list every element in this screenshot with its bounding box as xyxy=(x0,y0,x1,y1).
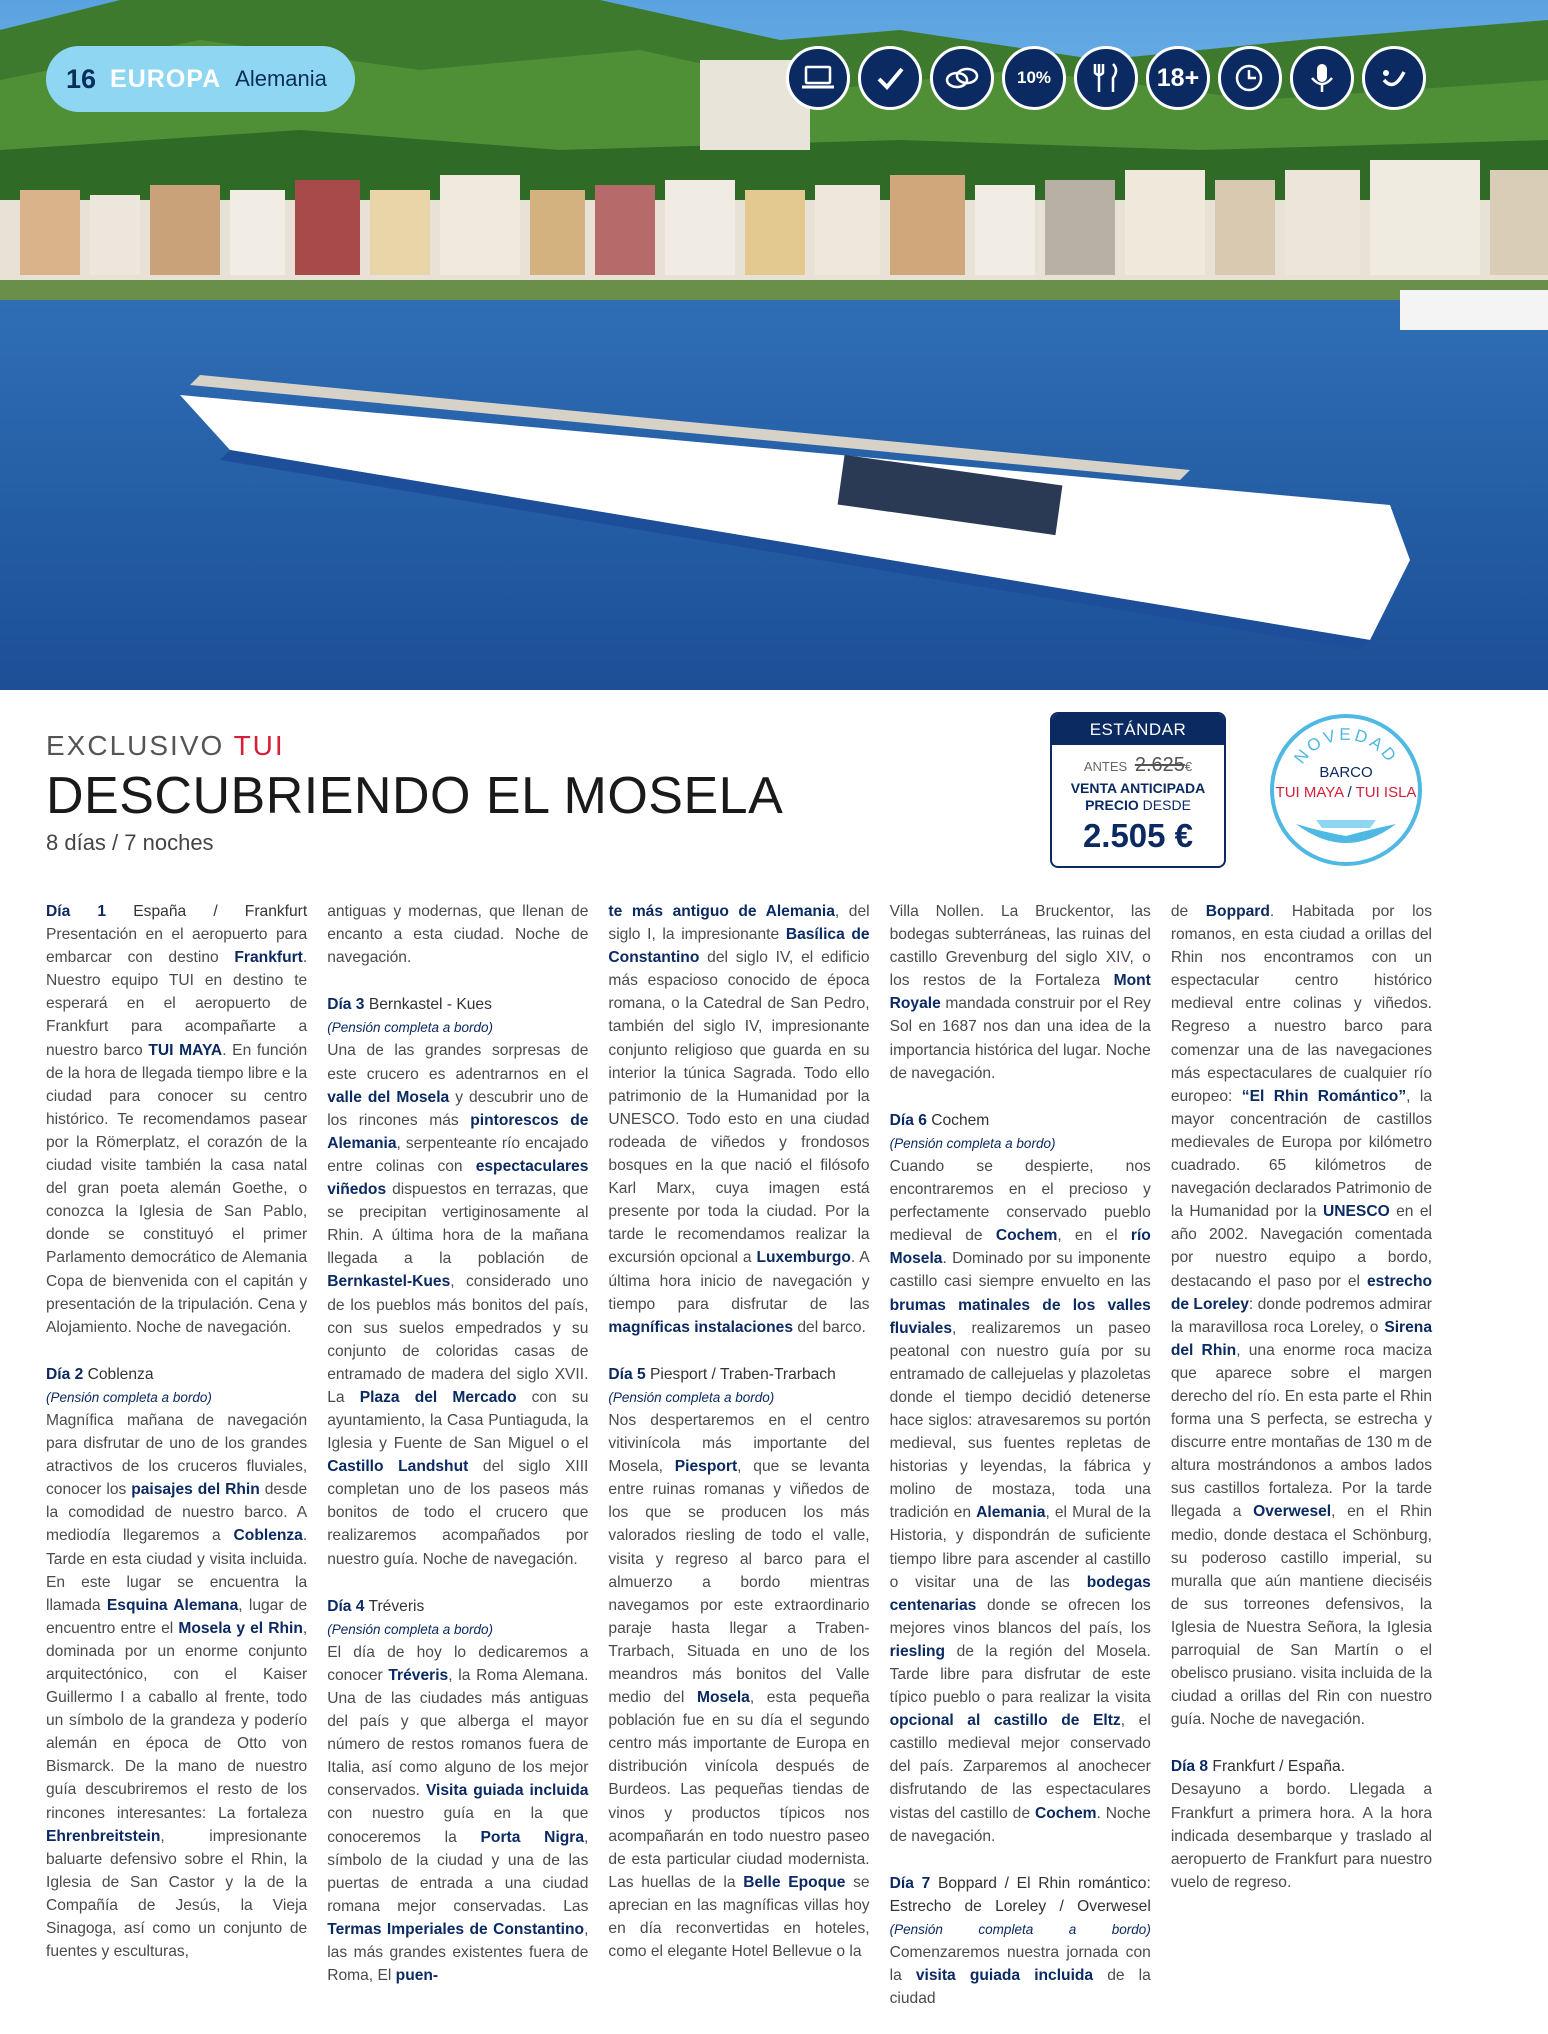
day-4-heading: Día 4 Tréveris xyxy=(327,1597,425,1615)
day-6-heading: Día 6 Cochem xyxy=(889,1111,990,1129)
trip-header xyxy=(46,730,783,856)
day-2-heading: Día 2 Coblenza xyxy=(46,1365,154,1383)
eyebrow-brand: TUI xyxy=(233,730,285,761)
old-price: 2.625 xyxy=(1134,754,1185,776)
venta-line1: VENTA ANTICIPADA xyxy=(1070,780,1206,796)
day-3-board: (Pensión completa a bordo) xyxy=(327,1020,494,1036)
day-4: Día 4 Tréveris (Pensión completa a bordo) El día de hoy lo dedicaremos a conocer Tréveris, la Roma Alemana. Una de las ciudades más antiguas del país y que alberga el mayor número de restos romanos fuera de Italia, así como alguno de los mejor conservados. Visita guiada incluida con nuestro guía en la que conoceremos la Porta Nigra, símbolo de la ciudad y una de las puertas de entrada a una ciudad romana mejor conservadas. Las Termas Imperiales de Constantino, las más grandes existentes fuera de Roma, El puen- xyxy=(327,1597,589,1985)
itinerary-column-1 xyxy=(46,900,307,2034)
day-7-continued: de Boppard. Habitada por los romanos, en esta ciudad a orillas del Rhin nos encontramos con un espectacular centro histórico medieval entre colinas y viñedos. Regreso a nuestro barco para comenzar una de las navegaciones más espectaculares de cualquier río europeo: “El Rhin Romántico”, la mayor concentración de castillos medievales de Europa por kilómetro cuadrado. 65 kilómetros de navegación declarados Patrimonio de la Humanidad por la UNESCO en el año 2002. Navegación comentada por nuestro equipo a bordo, destacando el paso por el estrecho de Loreley: donde podremos admirar la maravillosa roca Loreley, o Sirena del Rhin, una enorme roca maciza que aparece sobre el margen derecho del río. En esta parte el Rhin forma una S perfecta, se estrecha y discurre entre montañas de 130 m de altura mostrándonos a ambos lados sus castillos fortaleza. Por la tarde llegada a Overwesel, en el Rhin medio, donde destaca el Schönburg, su poderoso castillo imperial, su muralla que aún mantiene dieciséis de sus torreones defensivos, la Iglesia de Nuestra Señora, la Iglesia parroquial de San Martín o el obelisco prusiano. visita incluida de la ciudad a orillas del Rin con nuestro guía. Noche de navegación. xyxy=(1170,903,1433,1729)
day-2-board: (Pensión completa a bordo) xyxy=(46,1389,212,1405)
badge-ship2: TUI ISLA xyxy=(1355,784,1417,801)
eyebrow xyxy=(46,730,783,762)
country-label: Alemania xyxy=(235,66,327,91)
novedad-badge xyxy=(1268,712,1424,868)
price-category: ESTÁNDAR xyxy=(1052,714,1224,745)
badge-arc-text: NOVEDAD xyxy=(1290,724,1402,768)
day-5: Día 5 Piesport / Traben-Trarbach (Pensión completa a bordo) Nos despertaremos en el centro vitivinícola más importante del Mosela, Piesport, que se levanta entre ruinas romanas y viñedos de los que se producen los más valorados riesling de todo el valle, visita y regreso al barco para el almuerzo a bordo mientras navegamos por este extraordinario paraje hasta llegar a Traben-Trarbach, Situada en uno de los meandros más bonitos del Valle medio del Mosela, esta pequeña población fue en su día el segundo centro más importante de Europa en distribución vinícola después de Burdeos. Las pequeñas tiendas de vinos y productos típicos nos acompañarán en todo nuestro paseo de esta particular ciudad modernista. Las huellas de la Belle Epoque se aprecian en las magníficas villas hoy en día reconvertidas en hoteles, como el elegante Hotel Bellevue o la xyxy=(608,1365,870,1961)
page-section-pill xyxy=(46,46,355,112)
adults-18-plus-icon xyxy=(1146,46,1210,110)
badge-barco: BARCO xyxy=(1319,764,1373,781)
feature-icons-row xyxy=(786,46,1426,110)
itinerary-column-3 xyxy=(608,900,869,2034)
badge-separator: / xyxy=(1343,784,1356,801)
day-3: Día 3 Bernkastel - Kues (Pensión completa a bordo) Una de las grandes sorpresas de este crucero es adentrarnos en el valle del Mosela y descubrir uno de los rincones más pintorescos de Alemania, serpenteante río encajado entre colinas con espectaculares viñedos dispuestos en terrazas, que se precipitan vertiginosamente al Rhin. A última hora de la mañana llegada a la población de Bernkastel-Kues, considerado uno de los pueblos más bonitos del país, con sus suelos empedrados y su conjunto de coloridas casas de entramado de madera del siglo XVII. La Plaza del Mercado con su ayuntamiento, la Casa Puntiaguda, la Iglesia y Fuente de San Miguel o el Castillo Landshut del siglo XIII completan uno de los paseos más bonitos de todo el crucero que realizaremos acompañados por nuestro guía. Noche de navegación. xyxy=(327,996,589,1568)
itinerary-column-4 xyxy=(890,900,1151,2034)
day-7: Día 7 Boppard / El Rhin romántico: Estrecho de Loreley / Overwesel (Pensión completa a bordo) Comenzaremos nuestra jornada con la visita guiada incluida de la ciudad xyxy=(889,1874,1151,2008)
eyebrow-text: EXCLUSIVO xyxy=(46,730,225,761)
badge-ship-names xyxy=(1268,784,1424,801)
discount-10-label: 10% xyxy=(1016,68,1052,87)
tui-smile-logo-icon xyxy=(1362,46,1426,110)
venta-precio: PRECIO xyxy=(1085,797,1139,813)
day-1: Día 1 España / Frankfurt Presentación en el aeropuerto para embarcar con destino Frankfurt. Nuestro equipo TUI en destino te esperará en el aeropuerto de Frankfurt para acompañarte a nuestro barco TUI MAYA. En función de la hora de llegada tiempo libre e la ciudad para conocer su centro histórico. Te recomendamos pasear por la Römerplatz, el corazón de la ciudad visite también la casa natal del gran poeta alemán Goethe, o conozca la Iglesia de San Pablo, donde se constituyó el primer Parlamento democrático de Alemania Copa de bienvenida con el capitán y presentación de la tripulación. Cena y Alojamiento. Noche de navegación. xyxy=(46,903,308,1336)
antes-label: ANTES xyxy=(1083,759,1128,774)
clock-euro-icon xyxy=(1218,46,1282,110)
day-6: Día 6 Cochem (Pensión completa a bordo) Cuando se despierte, nos encontraremos en el precioso y perfectamente conservado pueblo medieval de Cochem, en el río Mosela. Dominado por su imponente castillo casi siempre envuelto en las brumas matinales de los valles fluviales, realizaremos un paseo peatonal con nuestro guía por su entramado de callejuelas y plazoletas donde el tiempo decidió detenerse hace siglos: atravesaremos su portón medieval, sus fuentes repletas de historias y leyendas, la fábrica y molino de mostaza, toda una tradición en Alemania, el Mural de la Historia, y dispondrán de suficiente tiempo libre para ascender al castillo o visitar una de las bodegas centenarias donde se ofrecen los mejores vinos blancos del país, los riesling de la región del Mosela. Tarde libre para disfrutar de este típico pueblo o para realizar la visita opcional al castillo de Eltz, el castillo medieval mejor conservado del país. Zarparemos al anochecer disfrutando de las espectaculares vistas del castillo de Cochem. Noche de navegación. xyxy=(889,1111,1151,1845)
itinerary-column-2 xyxy=(327,900,588,2034)
price-box xyxy=(1050,712,1226,868)
day-6-board: (Pensión completa a bordo) xyxy=(889,1135,1056,1151)
day-5-board: (Pensión completa a bordo) xyxy=(608,1389,775,1405)
old-price-currency: € xyxy=(1184,759,1193,774)
day-8: Día 8 Frankfurt / España. Desayuno a bordo. Llegada a Frankfurt a primera hora. A la hora indicada desembarque y traslado al aeropuerto de Frankfurt para nuestro vuelo de regreso. xyxy=(1170,1758,1433,1891)
venta-desde: DESDE xyxy=(1142,797,1191,813)
day-2: Día 2 Coblenza (Pensión completa a bordo) Magnífica mañana de navegación para disfrutar de uno de los grandes atractivos de los cruceros fluviales, conocer los paisajes del Rhin desde la comodidad de nuestro barco. A mediodía llegaremos a Coblenza. Tarde en esta ciudad y visita incluida. En este lugar se encuentra la llamada Esquina Alemana, lugar de encuentro entre el Mosela y el Rhin, dominada por un enorme conjunto arquitectónico, con el Kaiser Guillermo I a caballo al frente, todo un símbolo de la grandeza y poderío alemán en época de Otto von Bismarck. De la mano de nuestro guía descubriremos el resto de los rincones interesantes: La fortaleza Ehrenbreitstein, impresionante baluarte defensivo sobre el Rhin, la Iglesia de San Castor y la de la Compañía de Jesús, la Vieja Sinagoga, así como un conjunto de fuentes y esculturas, xyxy=(46,1365,308,1961)
day-4-board: (Pensión completa a bordo) xyxy=(327,1621,494,1637)
trip-title: DESCUBRIENDO EL MOSELA xyxy=(46,767,784,825)
microphone-icon xyxy=(1290,46,1354,110)
discount-10-icon xyxy=(1002,46,1066,110)
day-2-continued: antiguas y modernas, que llenan de encanto a esta ciudad. Noche de navegación. xyxy=(327,903,589,967)
day-7-board: (Pensión completa a bordo) xyxy=(889,1921,1151,1937)
page-number: 16 xyxy=(66,63,97,94)
laptop-icon xyxy=(786,46,850,110)
day-4-continued: te más antiguo de Alemania, del siglo I, la impresionante Basílica de Constantino del siglo IV, el edificio más espacioso conocido de época romana, o la Catedral de San Pedro, también del siglo IV, impresionante conjunto religioso que guarda en su interior la túnica Sagrada. Todo ello patrimonio de la Humanidad por la UNESCO. Todo esto en una ciudad rodeada de viñedos y frondosos bosques en la que nació el filósofo Karl Marx, cuya imagen está presente por toda la ciudad. Por la tarde le recomendamos realizar la excursión opcional a Luxemburgo. A última hora inicio de navegación y tiempo para disfrutar de las magníficas instalaciones del barco. xyxy=(608,903,870,1336)
badge-ship1: TUI MAYA xyxy=(1275,784,1344,801)
early-booking-label xyxy=(1052,780,1224,814)
checkmark-icon xyxy=(858,46,922,110)
day-3-heading: Día 3 Bernkastel - Kues xyxy=(327,996,492,1014)
day-5-heading: Día 5 Piesport / Traben-Trarbach xyxy=(608,1365,836,1383)
wedding-rings-icon xyxy=(930,46,994,110)
itinerary-columns xyxy=(46,900,1432,2034)
day-5-continued: Villa Nollen. La Bruckentor, las bodegas subterráneas, las ruinas del castillo Grevenburg del siglo XIV, o los restos de la Fortaleza Mont Royale mandada construir por el Rey Sol en 1687 nos dan una idea de la importancia histórica del lugar. Noche de navegación. xyxy=(889,903,1151,1082)
adults-18-label: 18+ xyxy=(1156,63,1200,92)
dining-cutlery-icon xyxy=(1074,46,1138,110)
current-price: 2.505 € xyxy=(1082,817,1194,854)
trip-duration: 8 días / 7 noches xyxy=(46,830,214,855)
day-1-heading: Día 1 España / Frankfurt xyxy=(46,903,308,920)
itinerary-column-5 xyxy=(1171,900,1432,2034)
region-label: EUROPA xyxy=(110,64,222,93)
old-price-line xyxy=(1052,754,1224,777)
day-8-heading: Día 8 Frankfurt / España. xyxy=(1170,1758,1346,1776)
day-7-heading: Día 7 Boppard / El Rhin romántico: Estrecho de Loreley / Overwesel xyxy=(889,1874,1151,1915)
